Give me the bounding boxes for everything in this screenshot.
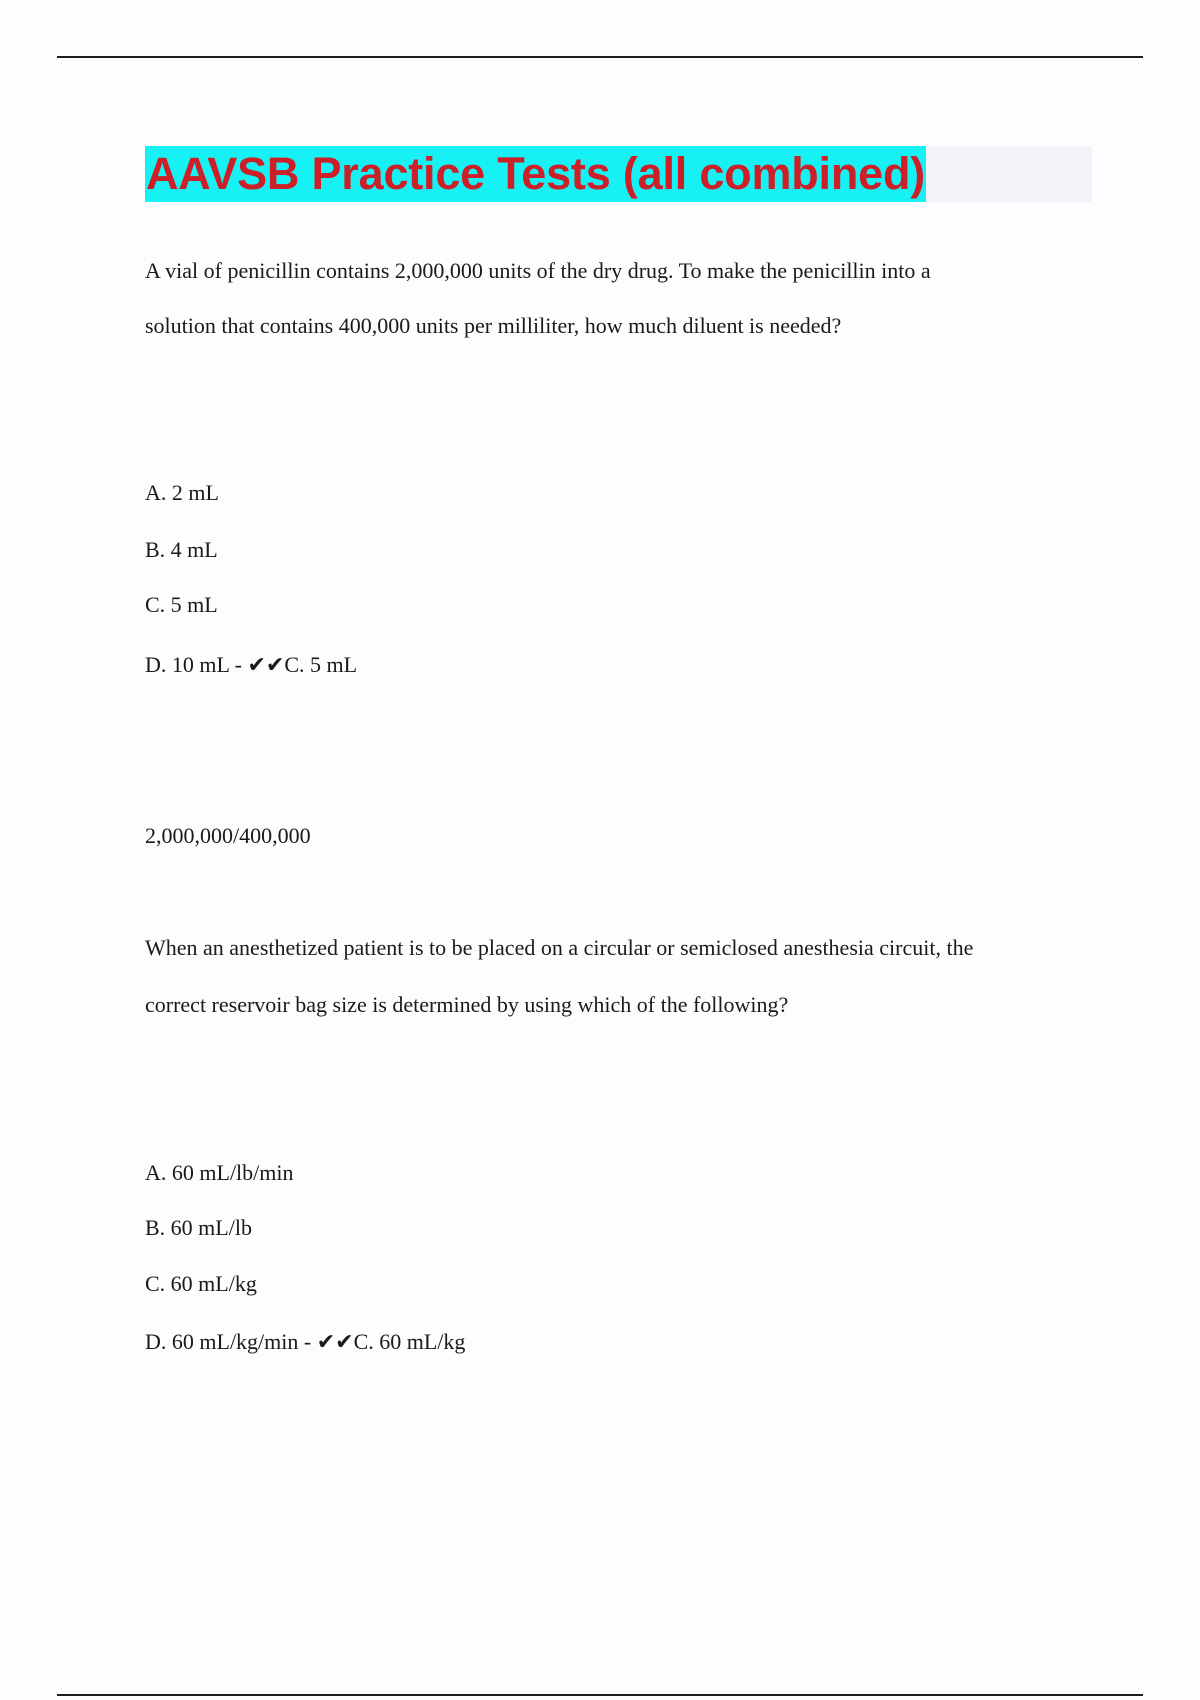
- document-title: AAVSB Practice Tests (all combined): [145, 146, 926, 202]
- question-2-option-b: B. 60 mL/lb: [145, 1215, 252, 1240]
- question-1-stem-line-1: A vial of penicillin contains 2,000,000 units of the dry drug. To make the penicillin into a: [145, 258, 931, 283]
- question-2-stem-line-2: correct reservoir bag size is determined by using which of the following?: [145, 992, 789, 1017]
- question-1-option-b: B. 4 mL: [145, 537, 218, 562]
- footer-rule: [57, 1694, 1143, 1696]
- question-2-stem-line-1: When an anesthetized patient is to be placed on a circular or semiclosed anesthesia circuit, the: [145, 935, 974, 960]
- question-1-option-a: A. 2 mL: [145, 480, 219, 505]
- question-2-option-d-answer: D. 60 mL/kg/min - ✔✔C. 60 mL/kg: [145, 1329, 466, 1354]
- question-1-option-c: C. 5 mL: [145, 592, 218, 617]
- question-1-stem-line-2: solution that contains 400,000 units per milliliter, how much diluent is needed?: [145, 313, 842, 338]
- question-1-explanation: 2,000,000/400,000: [145, 823, 311, 848]
- question-2-option-c: C. 60 mL/kg: [145, 1271, 257, 1296]
- header-rule: [57, 56, 1143, 58]
- question-1-option-d-answer: D. 10 mL - ✔✔C. 5 mL: [145, 652, 358, 677]
- question-2-option-a: A. 60 mL/lb/min: [145, 1160, 294, 1185]
